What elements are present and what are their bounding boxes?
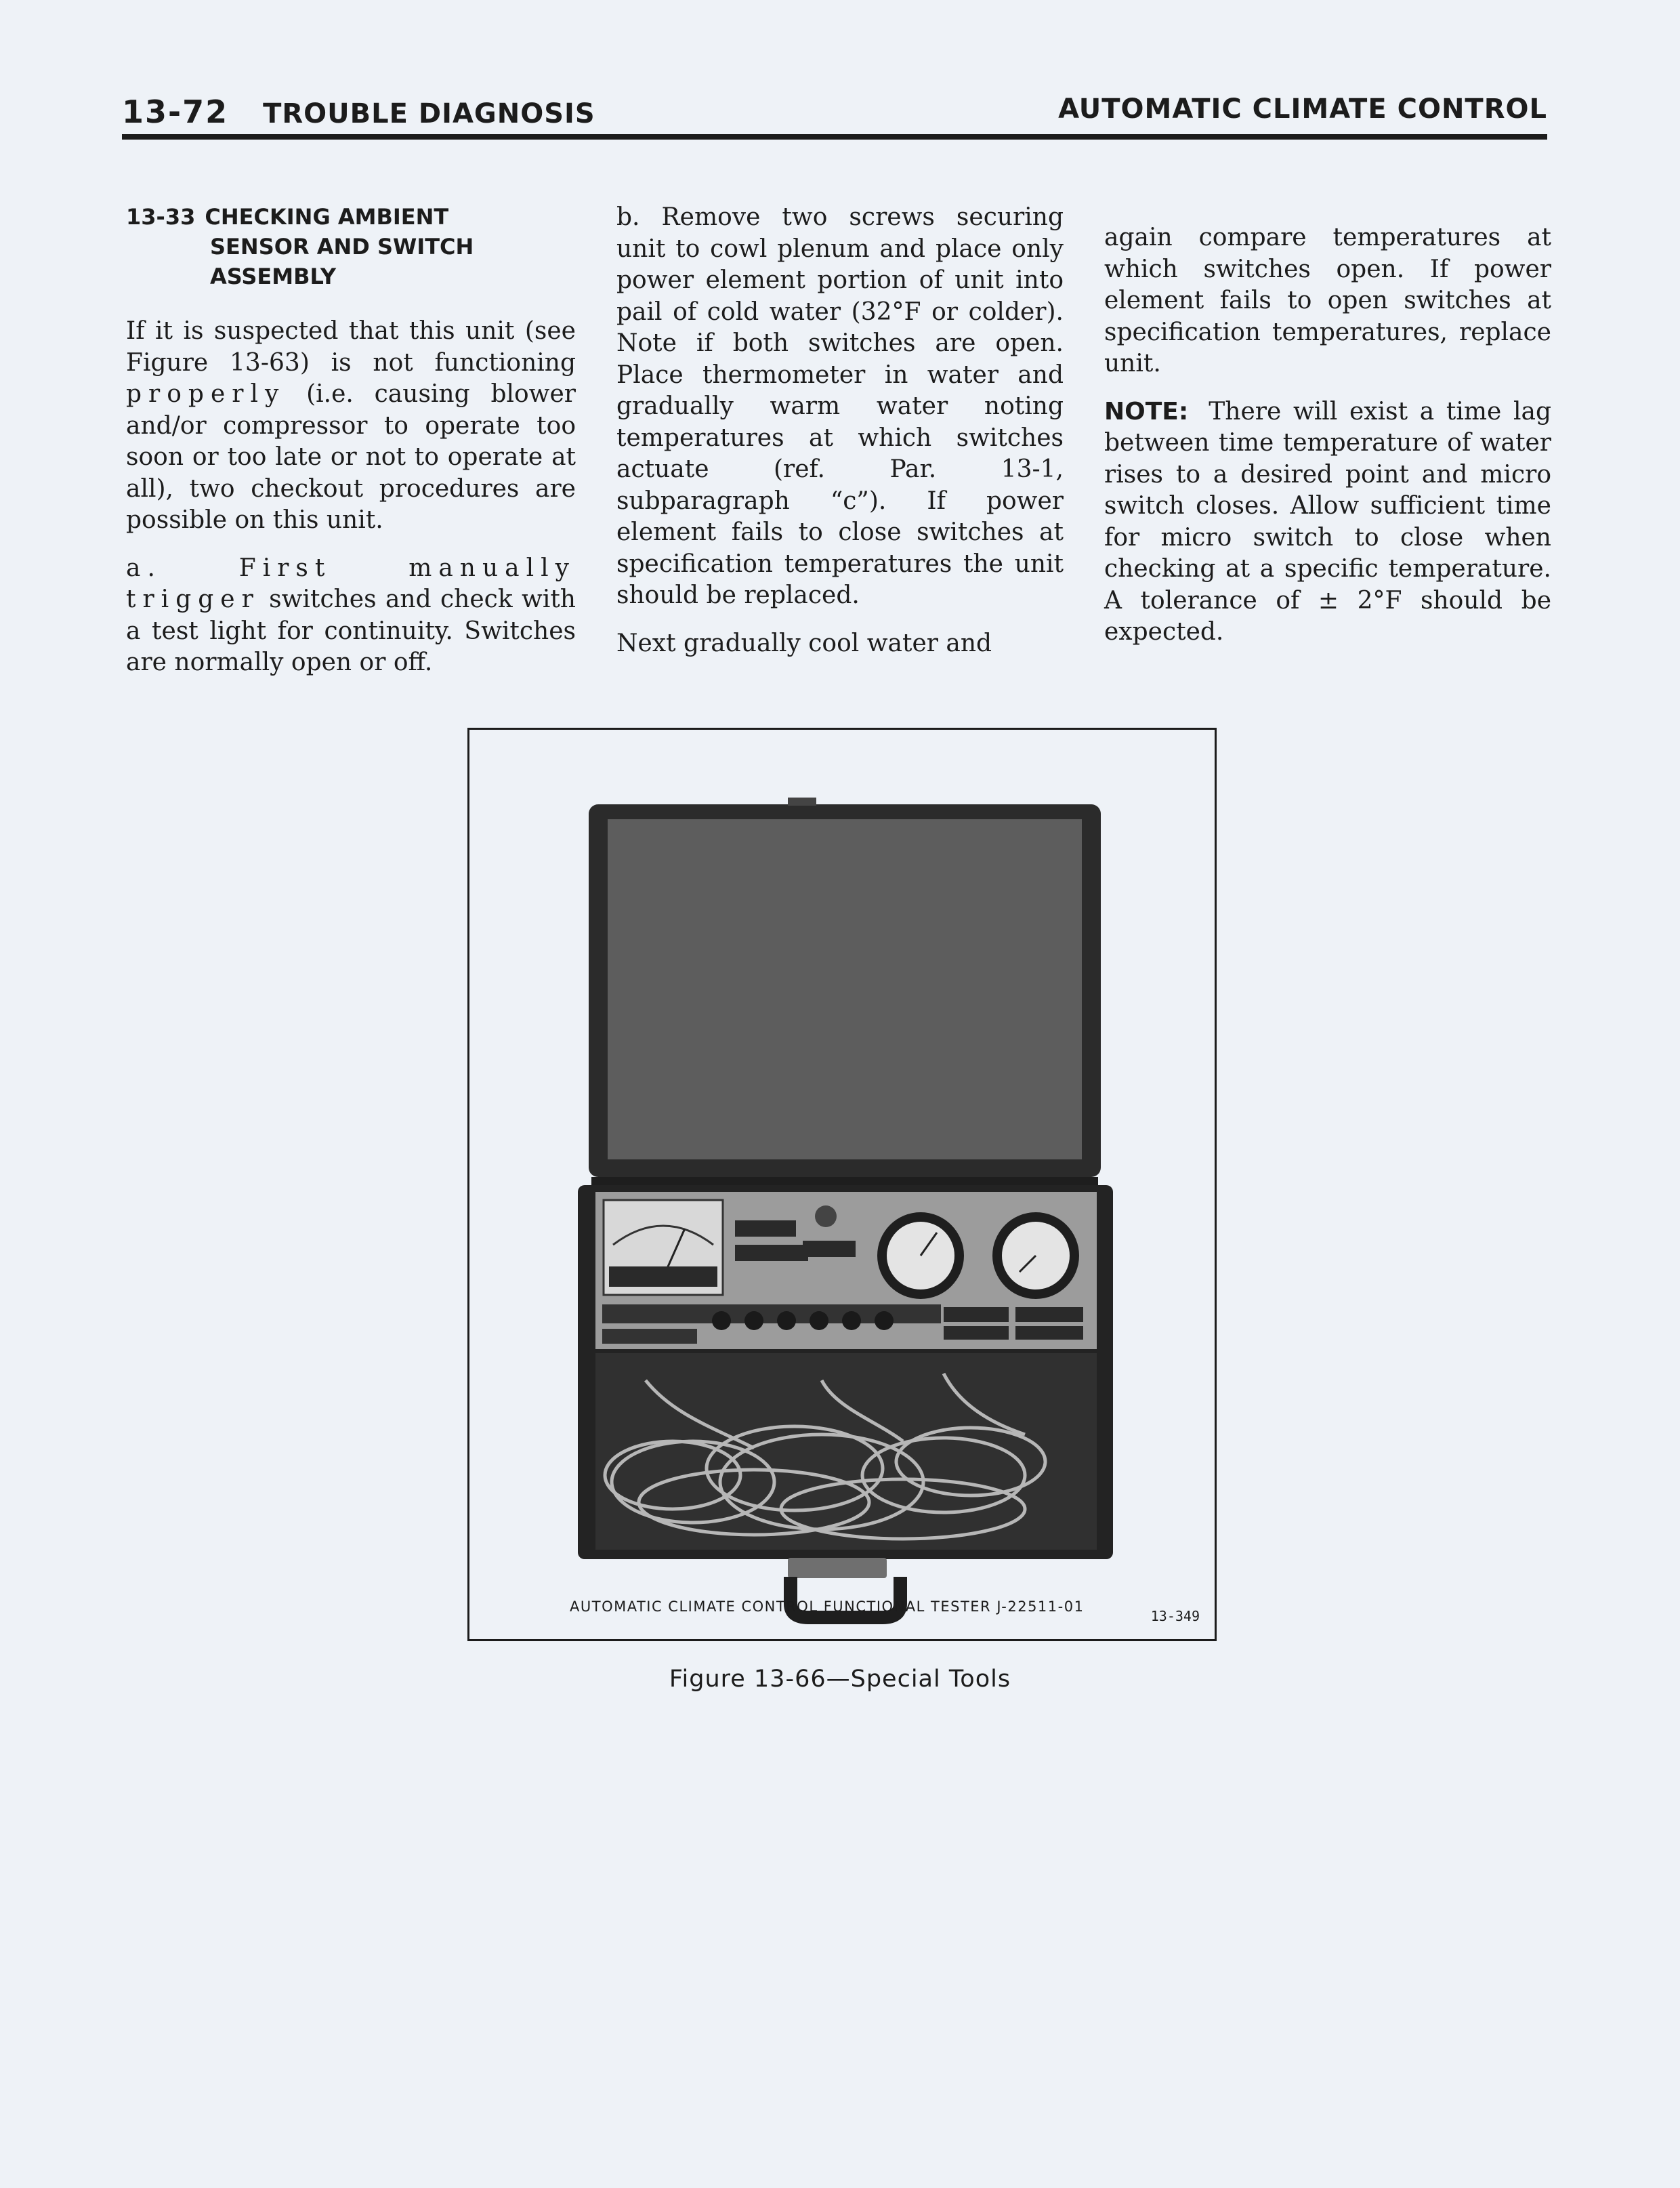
figure-frame — [467, 728, 1217, 1641]
note-paragraph — [1104, 396, 1551, 648]
continuation-paragraph: again compare temperatures at which switches open. If power element fails to open switches at specification temperatures, replace unit. — [1104, 224, 1551, 377]
figure-title: Figure 13-66—Special Tools — [669, 1666, 1011, 1693]
note-label: NOTE: — [1104, 397, 1189, 426]
case-latch — [788, 1558, 887, 1578]
page-number: 13-72 — [122, 94, 229, 130]
section-number: 13-33 — [126, 204, 196, 230]
lid-latch — [788, 798, 816, 806]
figure-reference-number: 13-349 — [1150, 1608, 1200, 1624]
step-b-paragraph: b. Remove two screws securing unit to cowl plenum and place only power element portion of unit into pail of cold water (32°F or colder). Note if both switches are open. Place thermometer in water and gradually warm water noting temperatures at which switches actuate (ref. Par. 13-1, subparagraph “c”). If power element fails to close switches at specification temperatures the unit should be replaced. — [616, 203, 1064, 609]
lid-lining — [608, 819, 1082, 1159]
blower-speeds-label — [609, 1266, 717, 1287]
next-paragraph: Next gradually cool water and — [616, 629, 992, 657]
intro-paragraph: If it is suspected that this unit (see Figure 13-63) is not functioning properly (i.e. causing blower and/or compressor to operate too soon or too late or not to operate at all), two checkout procedures are possible on this unit. — [126, 317, 576, 534]
section-heading — [126, 202, 576, 291]
step-a-paragraph: a. First manually trigger switches and check with a test light for continuity. Switches are normally open or off. — [126, 554, 576, 676]
tester-case-photo — [469, 730, 1215, 1639]
bulb-test-button — [815, 1205, 837, 1227]
chapter-title: TROUBLE DIAGNOSIS — [263, 98, 595, 129]
figure-inner-caption: AUTOMATIC CLIMATE CONTROL FUNCTIONAL TESTER J-22511-01 — [570, 1598, 1085, 1615]
section-title-line1: CHECKING AMBIENT — [205, 204, 449, 230]
section-title-line2: SENSOR AND SWITCH ASSEMBLY — [210, 234, 474, 289]
text-column-1 — [126, 202, 576, 695]
text-column-2 — [616, 202, 1064, 676]
section-running-title: AUTOMATIC CLIMATE CONTROL — [1058, 94, 1547, 125]
note-text: There will exist a time lag between time temperature of water rises to a desired point and micro switch closes. Allow sufficient time for micro switch to close when checking at a specific temperature. A tolerance of ± 2°F should be expected. — [1104, 397, 1551, 646]
page-header-left — [122, 94, 595, 130]
text-column-3 — [1104, 222, 1551, 665]
header-rule — [122, 134, 1547, 140]
